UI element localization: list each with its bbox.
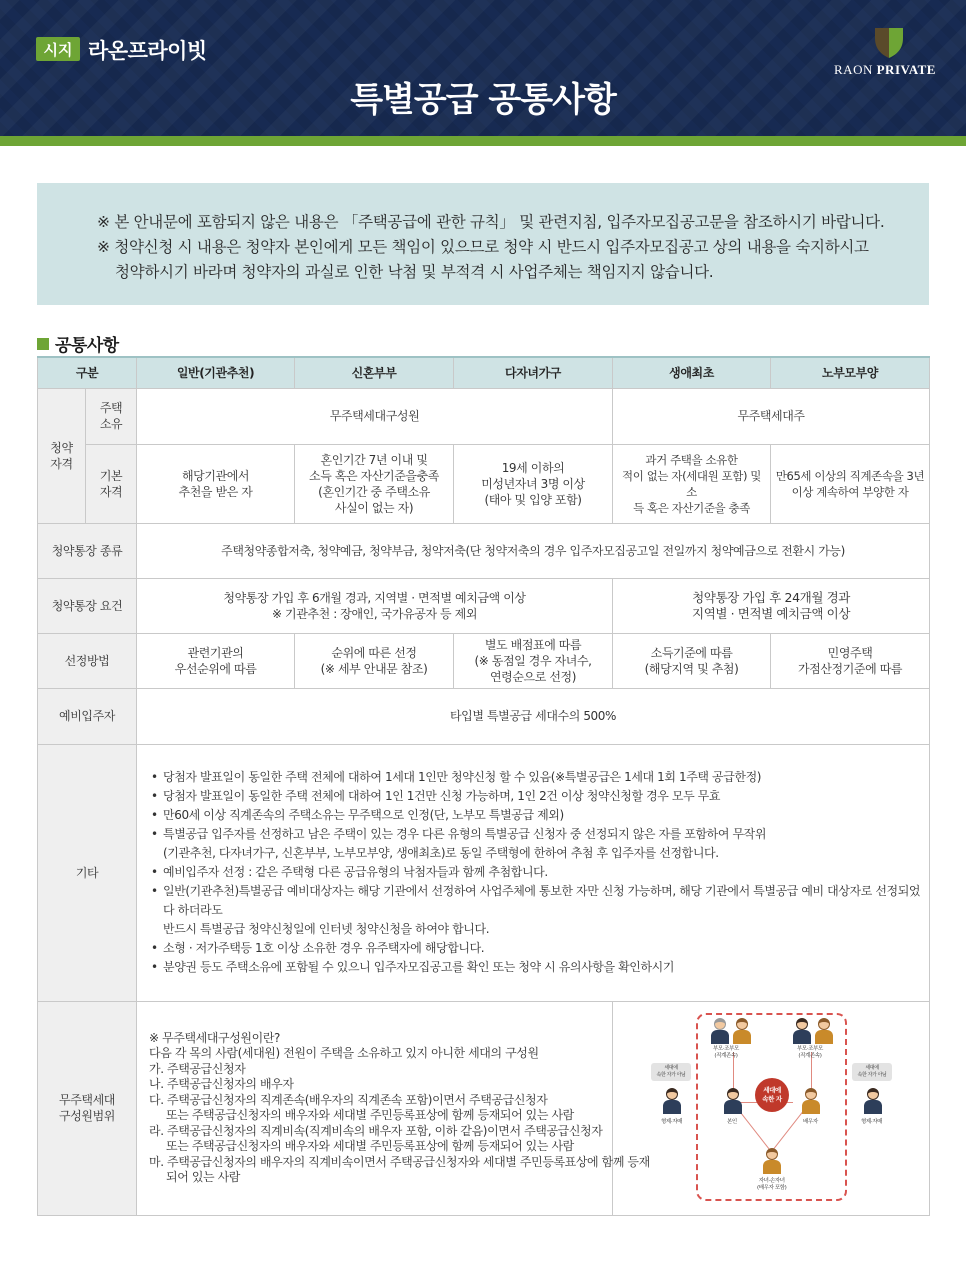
basic-elderly: 만65세 이상의 직계존속을 3년 이상 계속하여 부양한 자: [771, 444, 930, 523]
etc-item-line: • 분양권 등도 주택소유에 포함될 수 있으니 입주자모집공고를 확인 또는 청약 시 유의사항을 확인하시기: [163, 960, 675, 974]
basic-multichild: 19세 이하의 미성년자녀 3명 이상 (태아 및 입양 포함): [454, 444, 613, 523]
reserve-value: 타입별 특별공급 세대수의 500%: [137, 688, 930, 744]
definition-line: 또는 주택공급신청자의 배우자와 세대별 주민등록표상에 함께 등재되어 있는 사람: [166, 1108, 574, 1122]
grandmother-icon: [733, 1018, 751, 1044]
notice-line-3: 청약하시기 바라며 청약자의 과실로 인한 낙첨 및 부적격 시 사업주체는 책임지지 않습니다.: [115, 263, 714, 281]
definition-line: 라. 주택공급신청자의 직계비속(직계비속의 배우자 포함, 이하 같음)이면서 주택공급신청자: [149, 1123, 603, 1138]
table-row: [38, 578, 930, 633]
children-label: 자녀·손자녀 (배우자 포함): [757, 1178, 787, 1191]
definition-line: 다. 주택공급신청자의 직계존속(배우자의 직계존속 포함)이면서 주택공급신청자: [149, 1092, 548, 1107]
outside-household-left: 세대에 속한 자가 아님: [651, 1063, 691, 1081]
section-heading: [37, 331, 119, 356]
definition-label: 무주택세대 구성원범위: [38, 1001, 137, 1215]
selection-firsttime: 소득기준에 따름 (해당지역 및 추첨): [613, 633, 771, 688]
region-tag: 시지: [36, 37, 80, 61]
etc-item: [151, 806, 925, 825]
etc-item: [151, 787, 925, 806]
etc-label: 기타: [38, 744, 137, 1001]
header-firsttime: 생애최초: [613, 357, 771, 388]
etc-item-line: • 예비입주자 선정 : 같은 주택형 다른 공급유형의 낙첨자들과 함께 추첨합니다.: [163, 865, 548, 879]
definition-text: [141, 1030, 650, 1186]
household-member-circle: 세대에 속한 자: [755, 1078, 789, 1112]
definition-diagram-cell: [613, 1001, 930, 1215]
notice-line-1: ※ 본 안내문에 포함되지 않은 내용은 「주택공급에 관한 규칙」 및 관련지침, 입주자모집공고문을 참조하시기 바랍니다.: [97, 213, 885, 231]
brand-name: 라온프라이빗: [88, 39, 207, 63]
etc-item: [151, 825, 925, 863]
etc-item-line: • 만60세 이상 직계존속의 주택소유는 무주택으로 인정(단, 노부모 특별공급 제외): [163, 808, 564, 822]
etc-item-line: • 일반(기관추천)특별공급 예비대상자는 해당 기관에서 선정하여 사업주체에 통보한 자만 신청 가능하며, 해당 기관에서 특별공급 예비 대상자로 선정되었다 하더라도: [163, 884, 921, 917]
basic-general: 해당기관에서 추천을 받은 자: [137, 444, 295, 523]
section-title: 공통사항: [55, 336, 119, 356]
selection-multichild: 별도 배점표에 따름 (※ 동점일 경우 자녀수, 연령순으로 선정): [454, 633, 613, 688]
outside-household-right: 세대에 속한 자가 아님: [852, 1063, 892, 1081]
self-label: 본인: [727, 1119, 737, 1125]
notice-line-2: ※ 청약신청 시 내용은 청약자 본인에게 모든 책임이 있으므로 청약 시 반드시 입주자모집공고 상의 내용을 숙지하시고: [97, 238, 869, 256]
header-general: 일반(기관추천): [137, 357, 295, 388]
sibling-left-icon: [663, 1088, 681, 1114]
definition-text-cell: [137, 1001, 650, 1215]
etc-item-line: (기관추천, 다자녀가구, 신혼부부, 노부모부양, 생애최초)로 동일 주택형에 한하여 추첨 후 입주자를 선정합니다.: [163, 846, 719, 860]
etc-item: [151, 882, 925, 939]
table-row: [38, 1001, 930, 1215]
definition-line: 또는 주택공급신청자의 배우자와 세대별 주민등록표상에 함께 등재되어 있는 사람: [166, 1139, 574, 1153]
logo-text: RAON PRIVATE: [834, 62, 936, 77]
definition-line: 되어 있는 사람: [166, 1170, 240, 1184]
selection-elderly: 민영주택 가점산정기준에 따름: [771, 633, 930, 688]
mother-icon: [815, 1018, 833, 1044]
page-title: 특별공급 공통사항: [350, 80, 616, 120]
housing-right: 무주택세대주: [613, 388, 930, 444]
selection-newlywed: 순위에 따른 선정 (※ 세부 안내문 참조): [295, 633, 454, 688]
table-row: [38, 388, 930, 444]
parents-right-label: 부모·조부모 (직계존속): [797, 1046, 823, 1059]
sibling-right-label: 형제·자매: [861, 1119, 883, 1125]
etc-content: [137, 744, 930, 1001]
definition-line: 다음 각 목의 사람(세대원) 전원이 주택을 소유하고 있지 아니한 세대의 구성원: [149, 1046, 539, 1060]
definition-line: 나. 주택공급신청자의 배우자: [149, 1077, 294, 1091]
etc-item: [151, 939, 925, 958]
definition-line: 가. 주택공급신청자: [149, 1061, 246, 1076]
basic-newlywed: 혼인기간 7년 이내 및 소득 혹은 자산기준을충족 (혼인기간 중 주택소유 사실이 없는 자): [295, 444, 454, 523]
account-req-left: 청약통장 가입 후 6개월 경과, 지역별 · 면적별 예치금액 이상 ※ 기관추천 : 장애인, 국가유공자 등 제외: [137, 578, 613, 633]
table-row: [38, 744, 930, 1001]
etc-item: [151, 958, 925, 977]
basic-firsttime: 과거 주택을 소유한 적이 없는 자(세대원 포함) 및 소 득 혹은 자산기준을 충족: [613, 444, 771, 523]
father-icon: [793, 1018, 811, 1044]
common-requirements-table: [37, 356, 930, 1216]
table-row: [38, 444, 930, 523]
header-category: 구분: [38, 357, 137, 388]
definition-line: 마. 주택공급신청자의 배우자의 직계비속이면서 주택공급신청자와 세대별 주민등록표상에 함께 등재: [149, 1154, 650, 1169]
housing-label: 주택 소유: [86, 388, 137, 444]
parents-left-label: 부모·조부모 (직계존속): [713, 1046, 739, 1059]
child-icon: [763, 1148, 781, 1174]
etc-item-line: • 소형 · 저가주택등 1호 이상 소유한 경우 유주택자에 해당합니다.: [163, 941, 485, 955]
header-multichild: 다자녀가구: [454, 357, 613, 388]
etc-item: [151, 768, 925, 787]
etc-list: [141, 768, 925, 977]
account-type-value: 주택청약종합저축, 청약예금, 청약부금, 청약저축(단 청약저축의 경우 입주자모집공고일 전일까지 청약예금으로 전환시 가능): [137, 523, 930, 578]
housing-left: 무주택세대구성원: [137, 388, 613, 444]
selection-general: 관련기관의 우선순위에 따름: [137, 633, 295, 688]
etc-item-line: • 당첨자 발표일이 동일한 주택 전체에 대하여 1세대 1인만 청약신청 할 수 있음(※특별공급은 1세대 1회 1주택 공급한정): [163, 770, 762, 784]
grandfather-icon: [711, 1018, 729, 1044]
sibling-right-icon: [864, 1088, 882, 1114]
etc-item-line: 반드시 특별공급 청약신청일에 인터넷 청약신청을 하여야 합니다.: [163, 922, 490, 936]
etc-item-line: • 당첨자 발표일이 동일한 주택 전체에 대하여 1인 1건만 신청 가능하며, 1인 2건 이상 청약신청할 경우 모두 무효: [163, 789, 721, 803]
account-req-right: 청약통장 가입 후 24개월 경과 지역별 · 면적별 예치금액 이상: [613, 578, 930, 633]
section-bullet-icon: [37, 338, 49, 350]
selection-label: 선정방법: [38, 633, 137, 688]
self-icon: [724, 1088, 742, 1114]
spouse-icon: [802, 1088, 820, 1114]
basic-label: 기본 자격: [86, 444, 137, 523]
account-type-label: 청약통장 종류: [38, 523, 137, 578]
header-stripe: [0, 136, 966, 146]
etc-item: [151, 863, 925, 882]
qualification-label: 청약 자격: [38, 388, 86, 523]
table-header-row: [38, 357, 930, 388]
table-row: [38, 523, 930, 578]
etc-item-line: • 특별공급 입주자를 선정하고 남은 주택이 있는 경우 다른 유형의 특별공급 신청자 중 선정되지 않은 자를 포함하여 무작위: [163, 827, 767, 841]
table-row: [38, 633, 930, 688]
header-banner: [0, 0, 966, 136]
reserve-label: 예비입주자: [38, 688, 137, 744]
sibling-left-label: 형제·자매: [661, 1119, 683, 1125]
notice-box: [37, 183, 929, 305]
header-newlywed: 신혼부부: [295, 357, 454, 388]
household-diagram: [615, 1002, 927, 1214]
header-elderly: 노부모부양: [771, 357, 930, 388]
shield-logo-icon: [874, 26, 904, 60]
definition-line: ※ 무주택세대구성원이란?: [149, 1030, 280, 1045]
table-row: [38, 688, 930, 744]
spouse-label: 배우자: [803, 1119, 818, 1125]
account-req-label: 청약통장 요건: [38, 578, 137, 633]
